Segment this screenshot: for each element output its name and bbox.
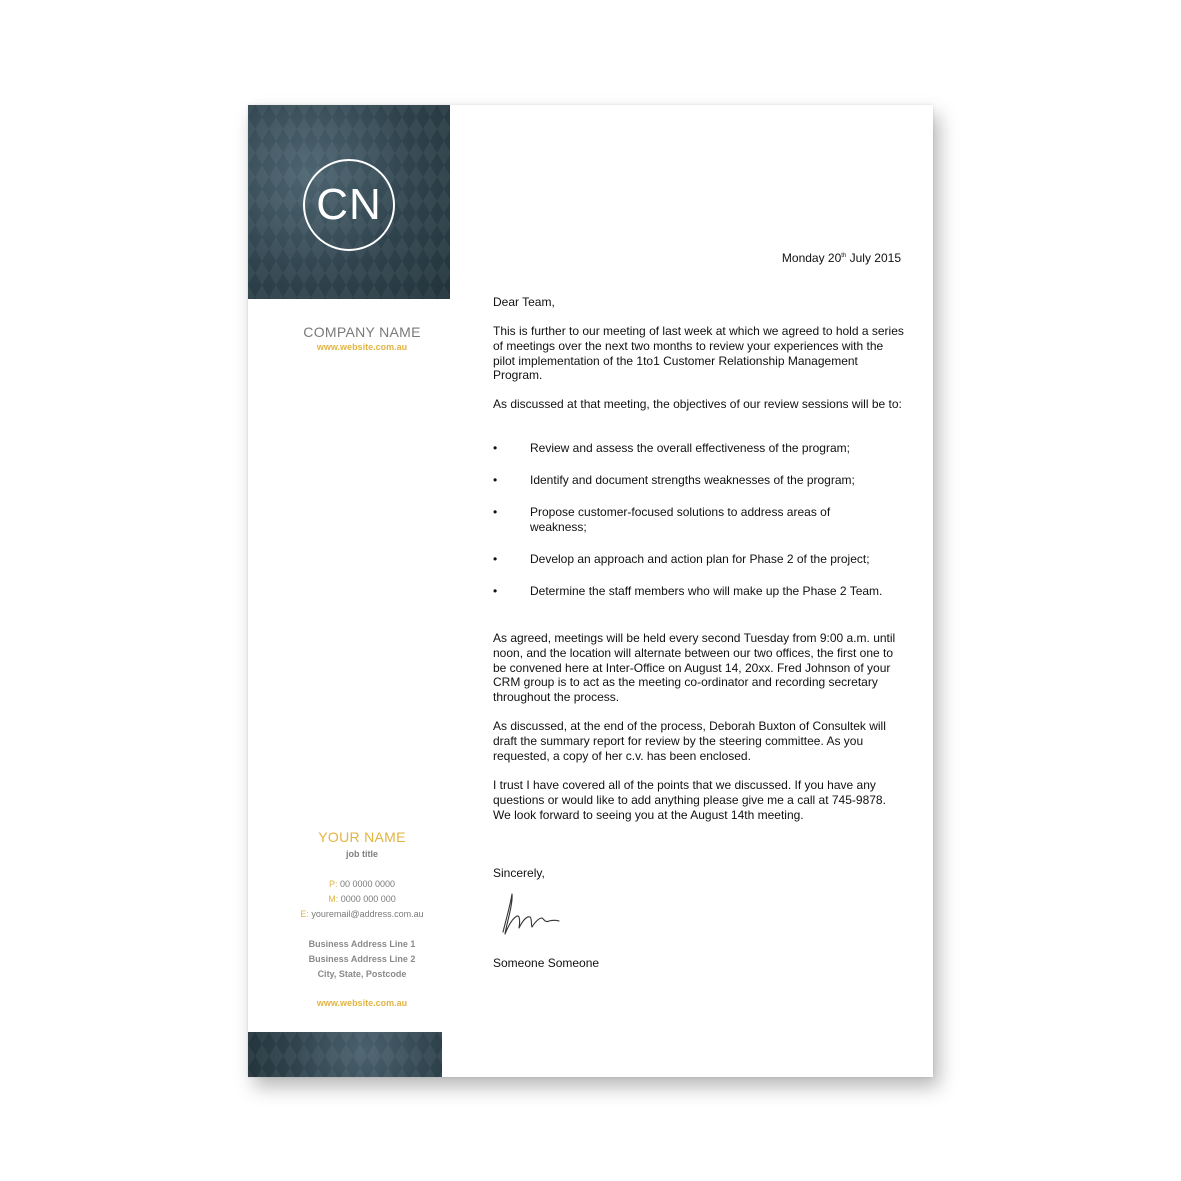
date-suffix: July 2015 [846,251,901,265]
monogram-logo: CN [303,159,395,251]
paragraph-meetings: As agreed, meetings will be held every second Tuesday from 9:00 a.m. until noon, and the location will alternate between our two offices, the first one to be convened here at Inter-Office on August 14, 20xx. Fred Johnson of your CRM group is to act as the meeting co-ordinator and recording secretary throughout the process. [493,631,896,705]
date-ordinal: th [841,253,847,259]
bullet-text: Propose customer-focused solutions to address areas of weakness; [530,505,831,534]
mobile-value: 0000 000 000 [340,894,396,904]
sender-phone [248,879,476,889]
bullet-symbol: • [493,552,498,566]
salutation: Dear Team, [493,295,555,309]
phone-label: P: [328,879,338,889]
paragraph-objectives: As discussed at that meeting, the objectives of our review sessions will be to: [493,397,902,411]
bullet-symbol: • [493,505,498,519]
date-prefix: Monday 20 [781,251,842,265]
footer-pattern-panel [248,1032,442,1077]
sender-mobile [248,894,476,904]
letter-date [782,251,901,265]
handwritten-signature [493,890,565,938]
closing-phrase: Sincerely, [493,866,545,880]
email-label: E: [300,909,309,919]
mobile-label: M: [328,894,339,904]
sender-job-title: job title [346,849,378,859]
letterhead-page [248,105,933,1077]
address-line-2: Business Address Line 2 [308,954,416,964]
bullet-symbol: • [493,441,498,455]
address-line-1: Business Address Line 1 [308,939,416,949]
bullet-text: Develop an approach and action plan for Phase 2 of the project; [530,552,870,566]
email-value[interactable]: youremail@address.com.au [311,909,424,919]
address-line-3: City, State, Postcode [317,969,407,979]
paragraph-intro: This is further to our meeting of last week at which we agreed to hold a series of meetings over the next two months to review your experiences with the pilot implementation of the 1to1 Customer Relationship Management Program. [493,324,904,383]
bullet-symbol: • [493,584,498,598]
sender-email [248,909,476,919]
signatory-name: Someone Someone [493,956,600,970]
footer-website[interactable]: www.website.com.au [316,998,408,1008]
paragraph-report: As discussed, at the end of the process, Deborah Buxton of Consultek will draft the summary report for review by the steering committee. As you requested, a copy of her c.v. has been enclosed. [493,719,886,763]
company-name: COMPANY NAME [303,324,421,340]
paragraph-closing-remarks: I trust I have covered all of the points that we discussed. If you have any questions or would like to add anything please give me a call at 745-9878. We look forward to seeing you at the August 14th meeting. [493,778,886,822]
header-pattern-panel [248,105,450,299]
sender-name: YOUR NAME [318,829,406,845]
company-website[interactable]: www.website.com.au [316,342,408,352]
bullet-text: Identify and document strengths weaknesses of the program; [530,473,855,487]
bullet-text: Determine the staff members who will make up the Phase 2 Team. [530,584,883,598]
bullet-symbol: • [493,473,498,487]
bullet-text: Review and assess the overall effectiveness of the program; [530,441,850,455]
phone-value: 00 0000 0000 [339,879,396,889]
